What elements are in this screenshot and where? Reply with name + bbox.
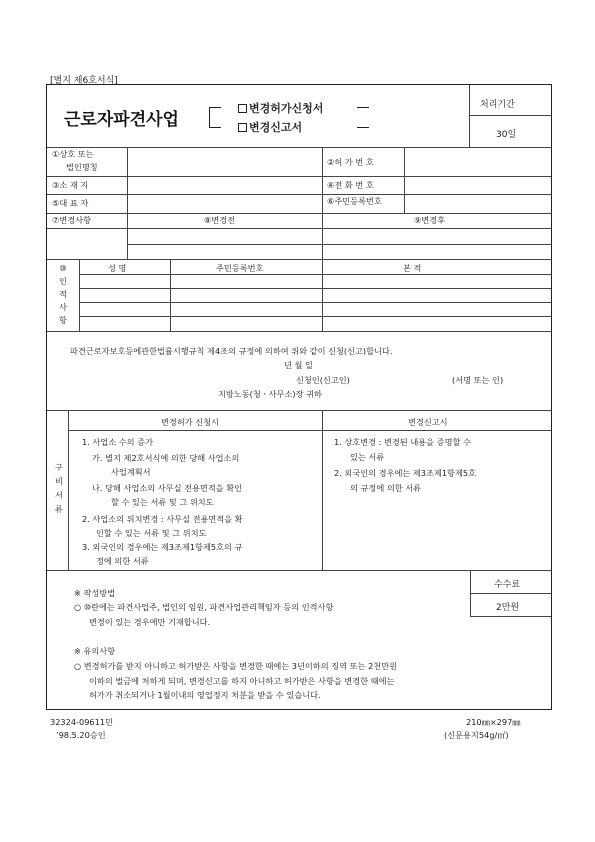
col-origin: 본 적	[403, 263, 422, 273]
bracket-left	[209, 107, 210, 128]
permit-item-1a: 가. 별지 제2호서식에 의한 당해 사업소의	[92, 453, 240, 463]
sign-label: (서명 또는 인)	[452, 375, 504, 385]
paper-size: 210㎜×297㎜	[466, 717, 521, 727]
caution-line-3: 허가가 취소되거나 1월이내의 영업정지 처분을 받을 수 있습니다.	[89, 690, 321, 700]
permit-item-1: 1. 사업소 수의 증가	[82, 437, 153, 447]
form-code: 32324-09611민	[50, 717, 113, 727]
method-line-1: ○ ⑩란에는 파견사업주, 법인의 임원, 파견사업관리책임자 등의 인적사항	[74, 602, 334, 612]
caution-line-1: ○ 변경허가를 받지 아니하고 허가받은 사항을 변경한 때에는 3년이하의 징역 또는 2천만원	[74, 661, 398, 671]
permit-docs-header: 변경허가 신청시	[161, 417, 219, 427]
permit-item-3-cont: 정에 의한 서류	[96, 556, 149, 566]
approval-date: ’98.5.20승인	[56, 730, 106, 740]
report-item-1-cont: 있는 서류	[350, 452, 385, 462]
field-phone-label: ④전 화 번 호	[327, 180, 374, 190]
applicant-label: 신청인(신고인)	[296, 375, 350, 385]
permit-item-1a-cont: 사업계획서	[111, 467, 151, 477]
personal-side-label: ⑩ 인 적 사 항	[59, 263, 67, 325]
declaration-text: 파견근로자보호등에관한법률시행규칙 제4조의 규정에 의하여 위와 같이 신청(신고)합니다.	[70, 346, 393, 356]
processing-value: 30일	[496, 130, 517, 140]
permit-item-2: 2. 사업소의 위치변경 : 사무실 전용면적을 확	[82, 514, 243, 524]
declaration-date: 년 월 일	[284, 360, 313, 370]
method-title: ※ 작성방법	[74, 588, 116, 598]
col-name: 성 명	[108, 263, 127, 273]
col-rrn: 주민등록번호	[216, 263, 264, 273]
apply-type-permit[interactable]: 변경허가신청서	[238, 100, 323, 116]
permit-item-2-cont: 인할 수 있는 서류 및 그 위치도	[96, 528, 207, 538]
recipient-label: 지방노동(청ㆍ사무소)장 귀하	[218, 389, 322, 399]
checkbox-icon[interactable]	[238, 104, 247, 113]
report-item-1: 1. 상호변경 : 변경된 내용을 증명할 수	[334, 437, 471, 447]
fee-value: 2만원	[496, 603, 520, 613]
permit-item-1b-cont: 할 수 있는 서류 및 그 위치도	[111, 497, 214, 507]
field-rrn-label: ⑥주민등록번호	[327, 196, 382, 206]
permit-item-1b: 나. 당해 사업소의 사무실 전용면적을 확인	[92, 483, 243, 493]
report-item-2-cont: 의 규정에 의한 서류	[350, 483, 422, 493]
field-change-label: ⑦변경사항	[52, 215, 91, 225]
form-label: [별지 제6호서식]	[50, 76, 118, 86]
paper-type: (신문용지54g/㎡)	[444, 730, 509, 740]
caution-title: ※ 유의사항	[74, 646, 116, 656]
field-before-label: ⑧변경전	[204, 215, 236, 225]
field-address-label: ③소 재 지	[52, 180, 89, 190]
processing-label: 처리기간	[480, 100, 515, 110]
apply-type-report[interactable]: 변경신고서	[238, 119, 302, 135]
permit-item-3: 3. 외국인의 경우에는 제3조제1항제5호의 규	[82, 542, 243, 552]
field-after-label: ⑨변경후	[414, 215, 446, 225]
field-company-label-1: ①상호 또는	[52, 149, 94, 159]
fee-label: 수수료	[494, 580, 521, 590]
field-company-label-2: 법인명칭	[66, 162, 98, 172]
checkbox-icon[interactable]	[238, 123, 247, 132]
field-rep-label: ⑤대 표 자	[52, 198, 89, 208]
form-title: 근로자파견사업	[64, 110, 179, 130]
report-item-2: 2. 외국인의 경우에는 제3조제1항제5호	[334, 468, 476, 478]
report-docs-header: 변경신고시	[408, 417, 448, 427]
field-permit-no-label: ②허 가 번 호	[327, 157, 374, 167]
docs-side-label: 구 비 서 류	[55, 462, 63, 514]
method-line-2: 변경이 있는 경우에만 기재합니다.	[89, 617, 211, 627]
caution-line-2: 이하의 벌금에 처하게 되며, 변경신고를 하지 아니하고 허가받은 사항을 변경한 때에는	[89, 676, 395, 686]
